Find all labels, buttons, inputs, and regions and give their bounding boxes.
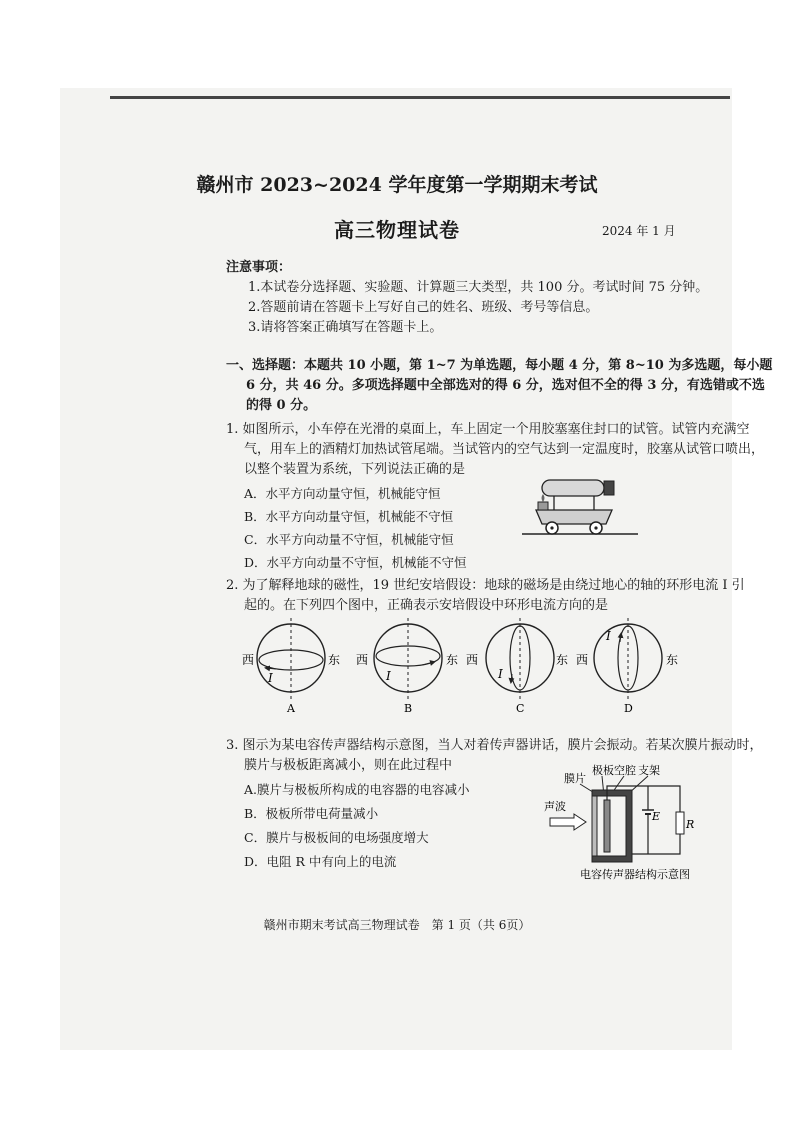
exam-title: 赣州市 2023~2024 学年度第一学期期末考试 — [196, 174, 598, 196]
globe-d — [576, 618, 678, 715]
q1-option-c: C．水平方向动量不守恒，机械能守恒 — [244, 532, 454, 547]
globe-a-label: A — [287, 702, 295, 715]
note-item-1: 1.本试卷分选择题、实验题、计算题三大类型，共 100 分。考试时间 75 分钟。 — [248, 280, 709, 295]
q3-option-c: C．膜片与极板间的电场强度增大 — [244, 830, 429, 845]
globe-a-current: I — [268, 671, 273, 685]
q3-line1: 3. 图示为某电容传声器结构示意图，当人对着传声器讲话，膜片会振动。若某次膜片振动时， — [226, 738, 763, 753]
section1-line3: 的得 0 分。 — [246, 398, 317, 413]
q3-option-d: D．电阻 R 中有向上的电流 — [244, 854, 397, 869]
globe-c-current: I — [498, 667, 503, 681]
label-cavity: 空腔 — [614, 764, 636, 777]
q3-option-b: B．极板所带电荷量减小 — [244, 806, 379, 821]
globe-d-label: D — [624, 702, 633, 715]
globe-b-east: 东 — [446, 653, 459, 667]
globe-c-west: 西 — [466, 653, 479, 667]
globe-b-current: I — [386, 669, 391, 683]
exam-date: 2024 年 1 月 — [602, 224, 676, 238]
page-footer: 赣州市期末考试高三物理试卷 第 1 页（共 6页） — [263, 918, 531, 932]
q3-line2: 膜片与极板距离减小，则在此过程中 — [244, 758, 453, 773]
globe-b-west: 西 — [356, 653, 369, 667]
globe-a-east: 东 — [328, 653, 341, 667]
globe-d-west: 西 — [576, 653, 589, 667]
exam-subtitle: 高三物理试卷 — [334, 218, 460, 242]
globe-c — [466, 618, 568, 715]
q2-line2: 起的。在下列四个图中，正确表示安培假设中环形电流方向的是 — [244, 598, 609, 613]
note-item-2: 2.答题前请在答题卡上写好自己的姓名、班级、考号等信息。 — [248, 300, 599, 315]
globe-d-east: 东 — [666, 653, 679, 667]
q2-line1: 2. 为了解释地球的磁性，19 世纪安培假设：地球的磁场是由绕过地心的轴的环形电流 I 引 — [226, 578, 745, 593]
section1-line2: 6 分，共 46 分。多项选择题中全部选对的得 6 分，选对但不全的得 3 分，有选错或不选 — [246, 378, 765, 393]
q1-cart-figure — [520, 466, 640, 548]
section1-line1: 一、选择题：本题共 10 小题，第 1~7 为单选题，每小题 4 分，第 8~10 为多选题，每小题 — [226, 358, 773, 373]
notes-heading: 注意事项： — [226, 260, 292, 275]
globe-a — [242, 618, 340, 715]
q1-option-b: B．水平方向动量守恒，机械能不守恒 — [244, 509, 454, 524]
globe-c-label: C — [516, 702, 525, 715]
label-sound: 声波 — [544, 800, 566, 813]
q3-microphone-figure — [540, 760, 700, 884]
q1-line2: 气，用车上的酒精灯加热试管尾端。当试管内的空气达到一定温度时，胶塞从试管口喷出， — [244, 442, 765, 457]
label-membrane: 膜片 — [564, 772, 586, 785]
q1-line3: 以整个装置为系统，下列说法正确的是 — [244, 462, 466, 477]
globe-b — [356, 618, 458, 715]
top-rule — [110, 96, 730, 99]
q1-option-a: A．水平方向动量守恒，机械能守恒 — [244, 486, 441, 501]
globe-d-current: I — [606, 629, 611, 643]
globe-b-label: B — [404, 702, 413, 715]
q3-option-a: A.膜片与极板所构成的电容器的电容减小 — [244, 782, 470, 797]
q1-line1: 1. 如图所示，小车停在光滑的桌面上，车上固定一个用胶塞塞住封口的试管。试管内充满空 — [226, 422, 750, 437]
globe-a-west: 西 — [242, 653, 255, 667]
label-resistor: R — [686, 818, 695, 831]
label-emf: E — [652, 810, 661, 823]
q1-option-d: D．水平方向动量不守恒，机械能不守恒 — [244, 555, 467, 570]
globe-c-east: 东 — [556, 653, 569, 667]
figure-caption: 电容传声器结构示意图 — [580, 868, 690, 881]
label-support: 支架 — [638, 764, 660, 777]
note-item-3: 3.请将答案正确填写在答题卡上。 — [248, 320, 443, 335]
q2-globe-figures — [236, 616, 706, 716]
label-plate: 极板 — [592, 764, 614, 777]
